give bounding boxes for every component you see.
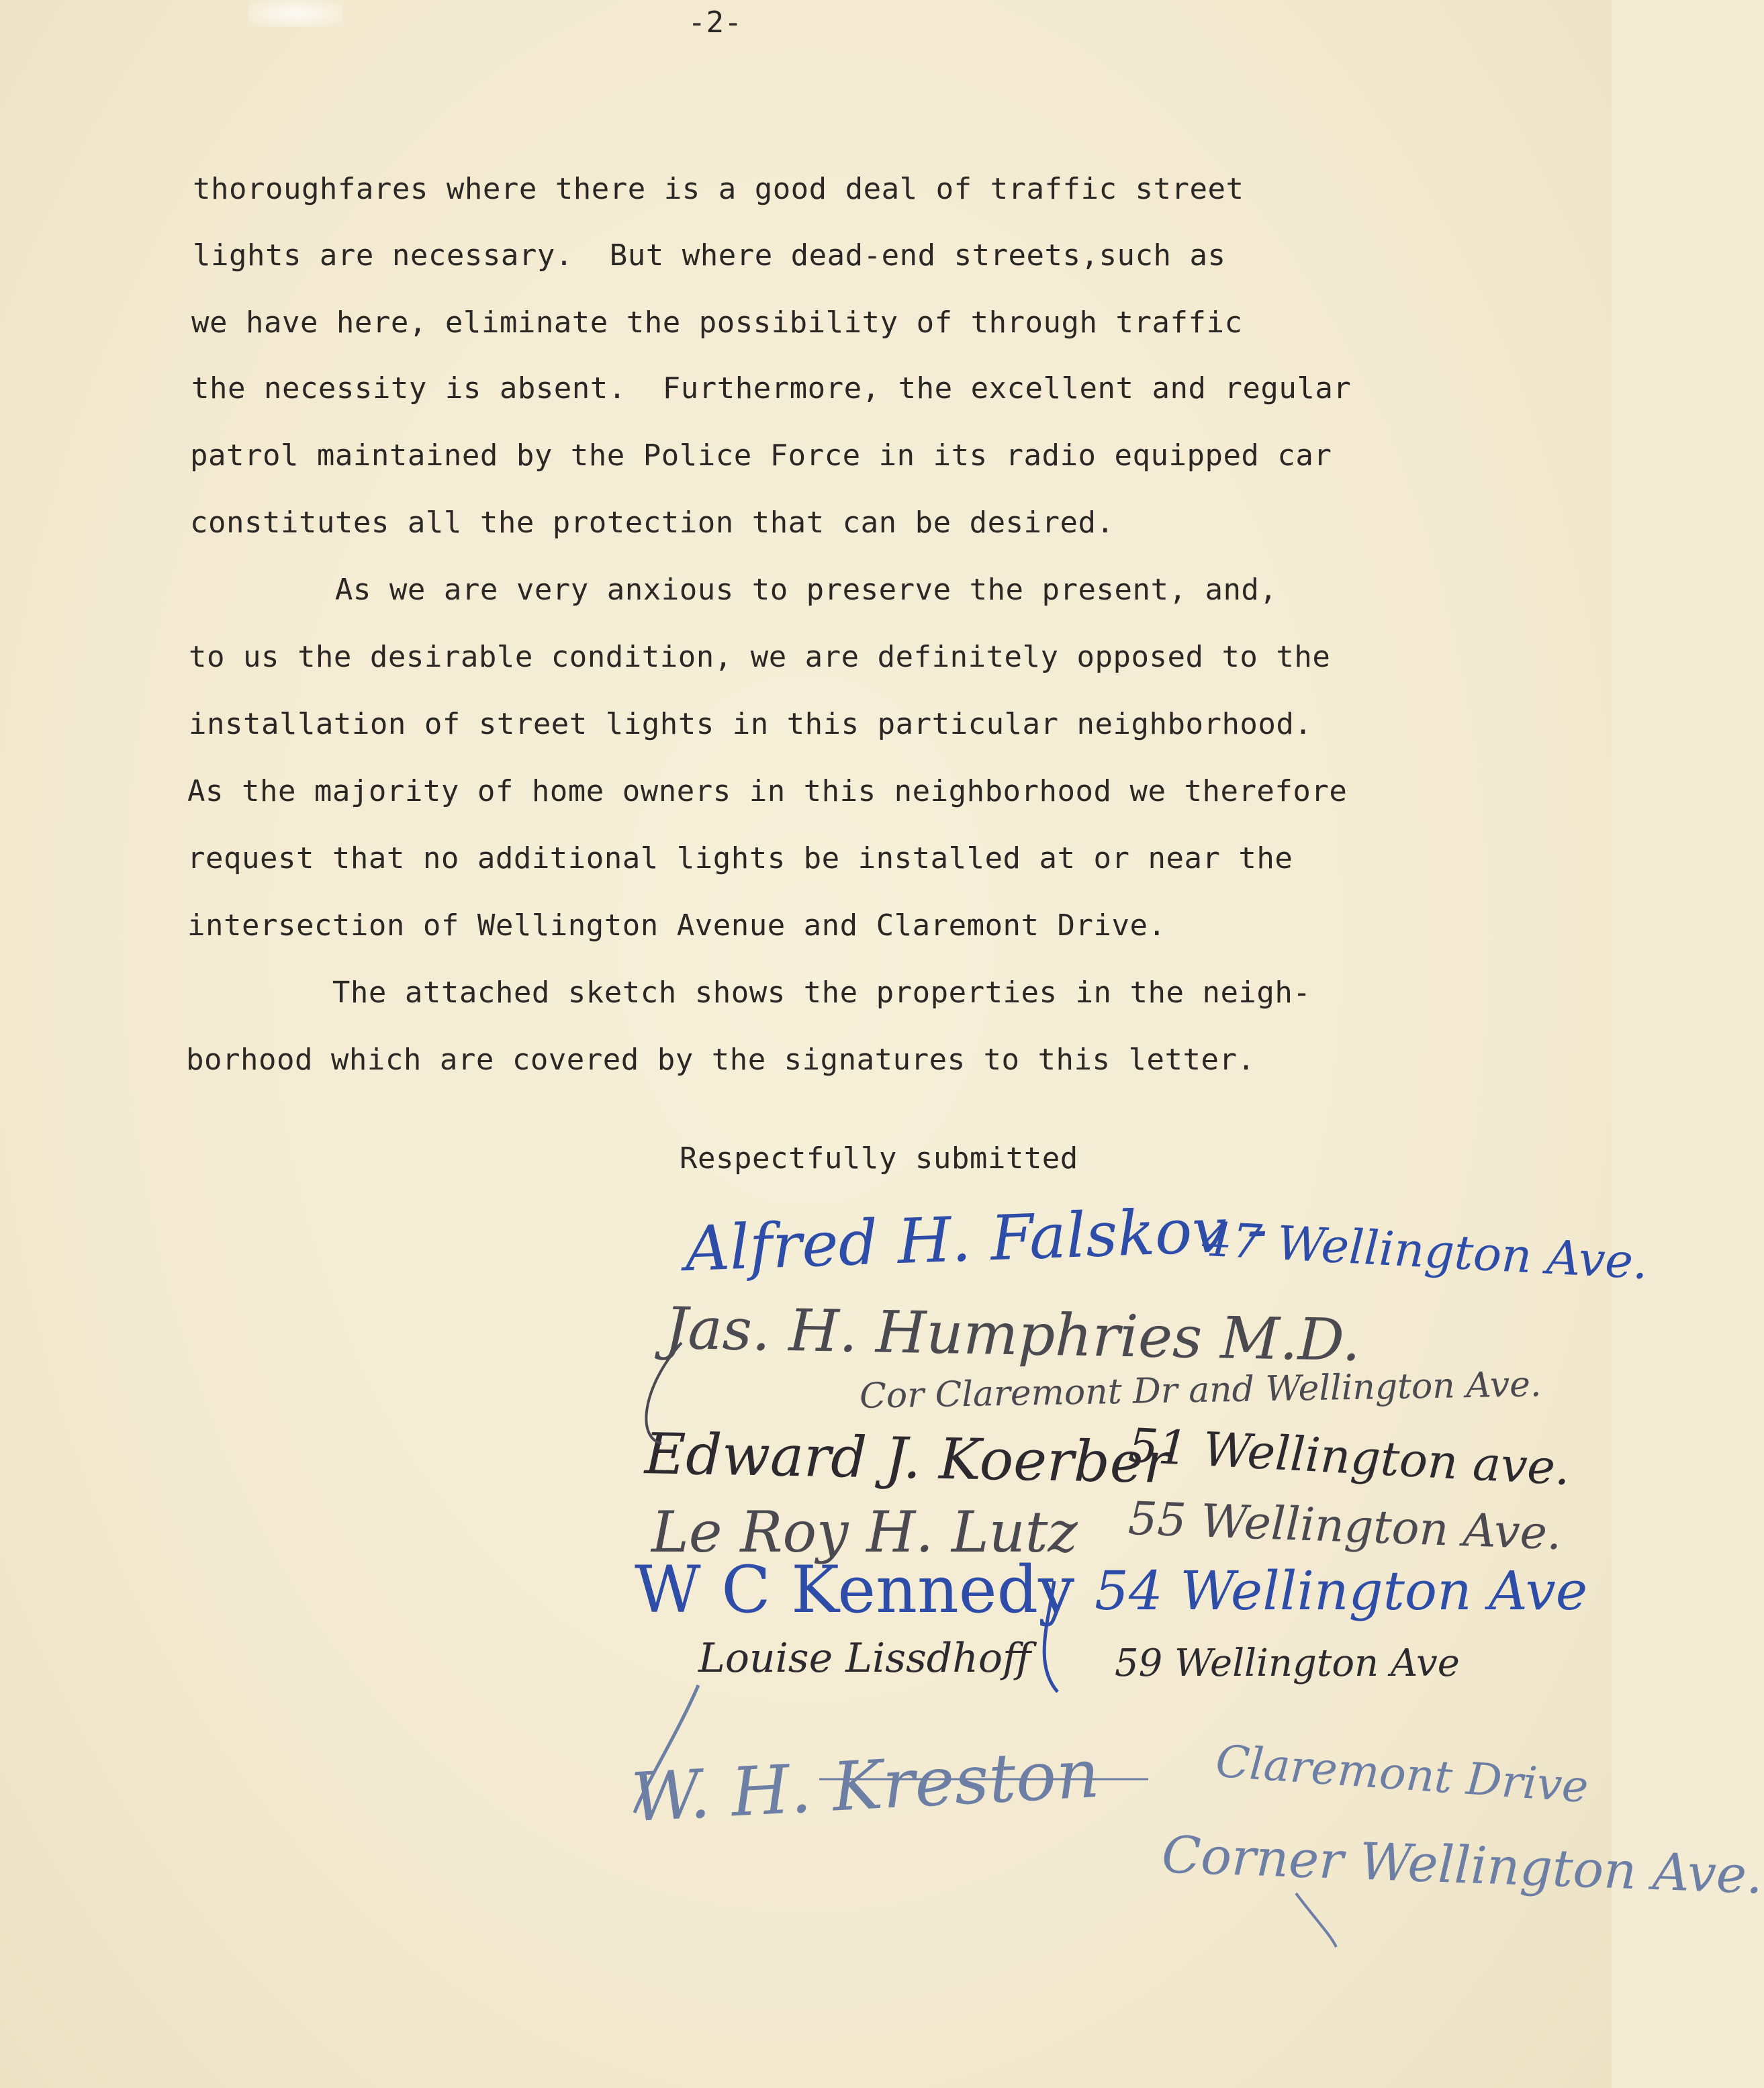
signature-name: W. H. Kreston	[629, 1734, 1102, 1838]
body-line: As the majority of home owners in this neighborhood we therefore	[187, 774, 1348, 808]
signature-address: 59 Wellington Ave	[1115, 1642, 1460, 1685]
body-line: borhood which are covered by the signatures to this letter.	[186, 1043, 1256, 1077]
body-line: request that no additional lights be installed at or near the	[187, 841, 1293, 875]
body-line: constitutes all the protection that can be desired.	[190, 506, 1115, 540]
signature-name: Jas. H. Humphries M.D.	[664, 1294, 1361, 1375]
signature-address: 47 Wellington Ave.	[1201, 1211, 1650, 1290]
body-line: to us the desirable condition, we are definitely opposed to the	[189, 640, 1331, 674]
signature-flourish	[646, 1343, 682, 1443]
body-line: The attached sketch shows the properties in the neigh-	[187, 976, 1311, 1010]
signature-address: 54 Wellington Ave	[1095, 1560, 1588, 1622]
body-line: As we are very anxious to preserve the present, and,	[190, 573, 1278, 607]
signature-name: Louise Lissdhoff	[698, 1635, 1031, 1682]
signature-address: Corner Wellington Ave.	[1160, 1824, 1764, 1905]
signature-name: W C Kennedy	[635, 1552, 1075, 1627]
signature-flourish	[635, 1685, 698, 1813]
page-number: -2-	[688, 5, 743, 40]
signature-address: 55 Wellington Ave.	[1127, 1492, 1563, 1561]
signature-name: Edward J. Koerber	[644, 1421, 1171, 1496]
signature-address: 51 Wellington ave.	[1127, 1417, 1572, 1497]
signature-flourish	[1296, 1893, 1336, 1947]
signature-name: Alfred H. Falskov -	[684, 1192, 1269, 1286]
closing-line: Respectfully submitted	[680, 1141, 1078, 1176]
body-line: installation of street lights in this particular neighborhood.	[189, 707, 1313, 741]
signature-name: Le Roy H. Lutz	[651, 1499, 1078, 1565]
body-line: lights are necessary. But where dead-end streets,such as	[193, 238, 1226, 273]
body-line: the necessity is absent. Furthermore, the excellent and regular	[191, 371, 1352, 406]
signature-flourish	[1044, 1581, 1058, 1692]
signature-address: Cor Claremont Dr and Wellington Ave.	[859, 1364, 1542, 1417]
body-line: thoroughfares where there is a good deal of traffic street	[193, 172, 1244, 206]
body-line: intersection of Wellington Avenue and Claremont Drive.	[187, 908, 1166, 943]
body-line: patrol maintained by the Police Force in its radio equipped car	[190, 438, 1332, 473]
body-line: we have here, eliminate the possibility of through traffic	[191, 305, 1243, 340]
signature-address: Claremont Drive	[1214, 1735, 1590, 1813]
